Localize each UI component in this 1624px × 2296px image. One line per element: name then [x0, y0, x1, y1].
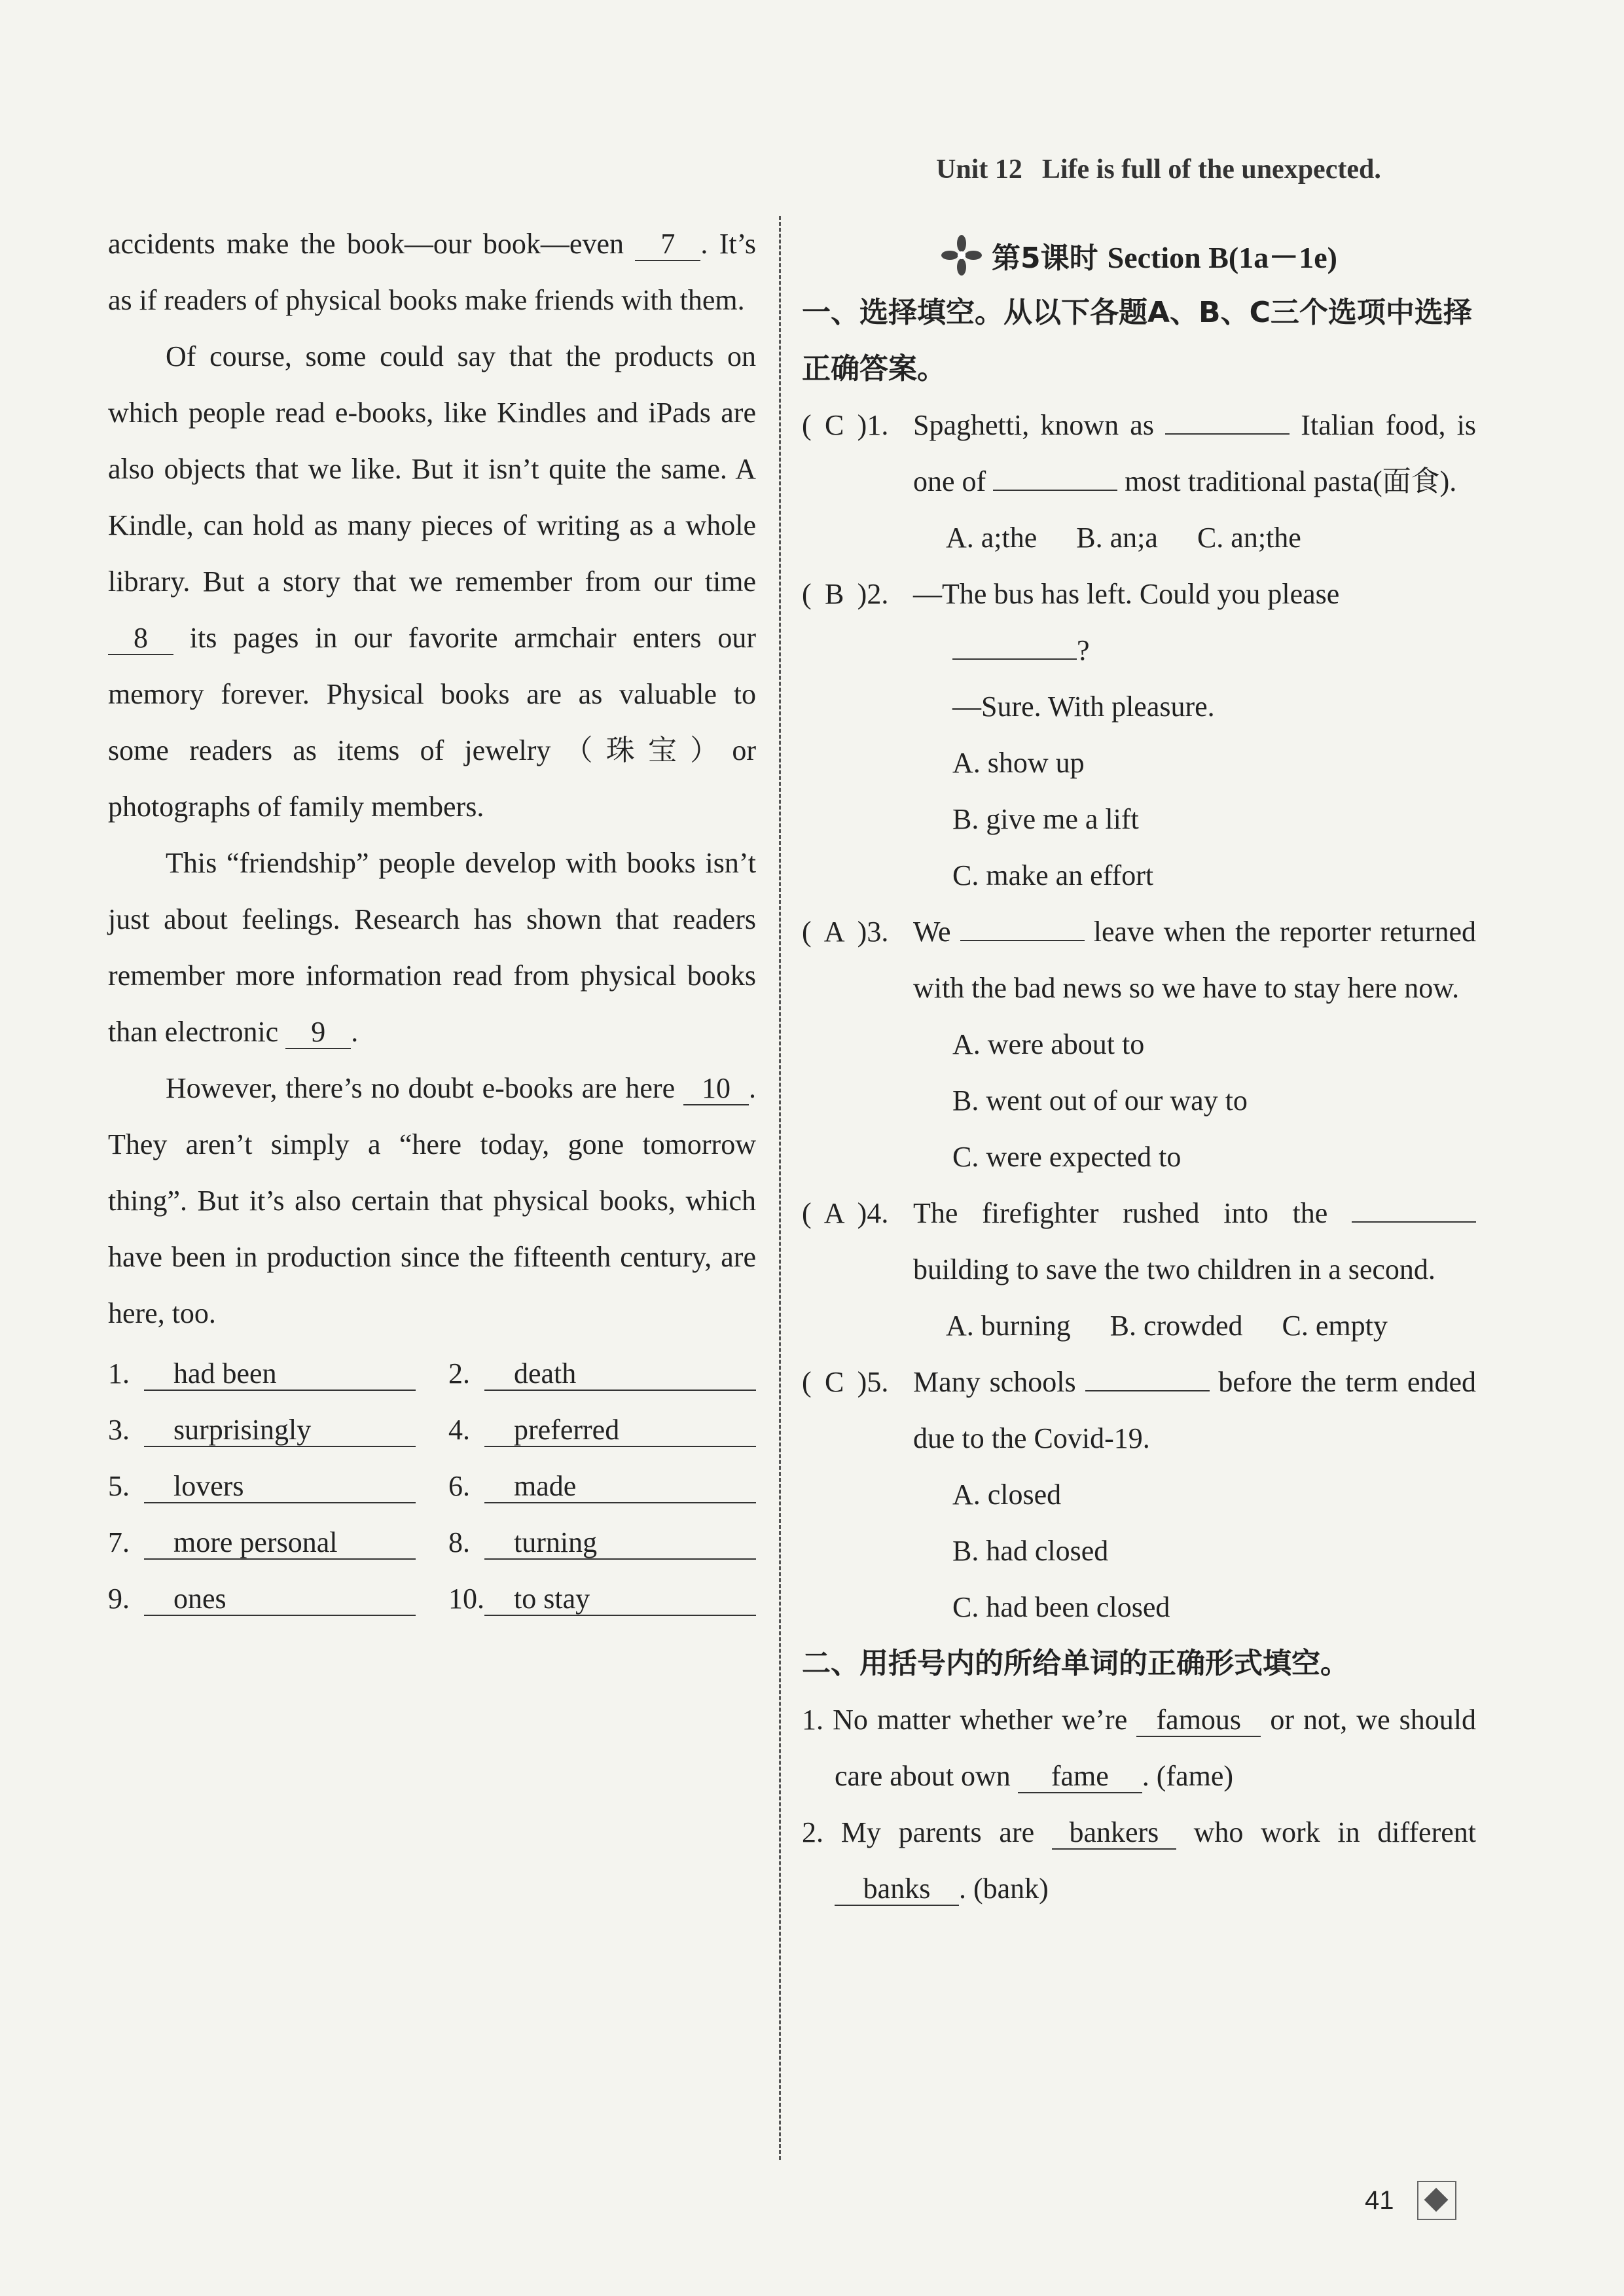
option: A. were about to — [952, 1028, 1145, 1060]
option: B. went out of our way to — [952, 1085, 1248, 1117]
question-2-blank-line: ? — [802, 622, 1476, 679]
answer-item: 10. to stay — [448, 1571, 756, 1627]
paragraph-4: However, there’s no doubt e-books are here 10 . They aren’t simply a “here today, gone tomorrow thing”. But it’s also certain that physical books, which have been in production since the fifteenth century, are here, too. — [108, 1072, 756, 1329]
option: A. closed — [952, 1479, 1062, 1511]
question-4: ( A )4. The firefighter rushed into the building to save the two children in a second. — [802, 1185, 1476, 1298]
answer-item: 7. more personal — [108, 1515, 416, 1571]
lesson-section: Section B(1a－1e) — [1107, 241, 1337, 274]
answer-choice: A — [823, 1197, 845, 1229]
option: C. make an effort — [952, 859, 1154, 891]
lesson-title — [802, 226, 1476, 285]
blank-10: 10 — [683, 1073, 749, 1105]
answer-item: 6. made — [448, 1458, 756, 1515]
answer-choice: A — [823, 916, 845, 948]
option: C. had been closed — [952, 1591, 1170, 1623]
answer-choice: C — [824, 1366, 844, 1398]
fill-question-1: 1. No matter whether we’re famous or not, we should care about own fame . (fame) — [802, 1692, 1476, 1804]
fill-question-2: 2. My parents are bankers who work in different banks . (bank) — [802, 1804, 1476, 1917]
answer-blank — [993, 490, 1117, 491]
running-header — [936, 154, 1381, 185]
unit-label: Unit 12 — [936, 154, 1022, 185]
answer-item: 3. surprisingly — [108, 1402, 416, 1458]
question-2-reply: —Sure. With pleasure. — [952, 691, 1215, 723]
answer-key — [108, 1346, 756, 1627]
answer-choice: B — [824, 578, 844, 610]
options-row: A. burning B. crowded C. empty — [946, 1310, 1388, 1342]
answer-blank — [960, 940, 1085, 941]
options-row: A. a;the B. an;a C. an;the — [946, 522, 1301, 554]
exercise-column — [802, 226, 1476, 1917]
answer-blank — [1165, 433, 1290, 435]
answer-blank — [1352, 1221, 1476, 1223]
answer-item: 4. preferred — [448, 1402, 756, 1458]
paragraph-1: accidents make the book—our book—even 7 . It’s as if readers of physical books make friends with them. — [108, 228, 757, 316]
question-2: ( B )2. —The bus has left. Could you please — [802, 566, 1476, 622]
part-1-heading: 一、选择填空。从以下各题A、B、C三个选项中选择正确答案。 — [802, 296, 1472, 386]
answer-blank — [952, 658, 1077, 660]
question-5: ( C )5. Many schools before the term ended due to the Covid-19. — [802, 1354, 1476, 1467]
answer-blank: famous — [1136, 1704, 1261, 1737]
blank-9: 9 — [285, 1016, 351, 1049]
question-3: ( A )3. We leave when the reporter returned with the bad news so we have to stay here now. — [802, 904, 1476, 1016]
column-divider — [779, 216, 781, 2160]
blank-7: 7 — [635, 228, 700, 261]
paragraph-3: This “friendship” people develop with books isn’t just about feelings. Research has shown that readers remember more information read from physical books than electronic 9 . — [108, 835, 756, 1060]
question-1: ( C )1. Spaghetti, known as Italian food, is one of most traditional pasta(面食). — [802, 397, 1476, 510]
option: B. give me a lift — [952, 803, 1139, 835]
page-number: 41 — [1365, 2186, 1394, 2215]
answer-item: 1. had been — [108, 1346, 416, 1402]
option: A. show up — [952, 747, 1085, 779]
reading-passage — [108, 216, 756, 1627]
part-2-heading: 二、用括号内的所给单词的正确形式填空。 — [802, 1647, 1349, 1680]
answer-blank: banks — [835, 1873, 959, 1906]
unit-title: Life is full of the unexpected. — [1041, 154, 1381, 185]
answer-item: 2. death — [448, 1346, 756, 1402]
answer-blank: fame — [1018, 1761, 1142, 1793]
flower-icon — [941, 234, 983, 276]
answer-choice: C — [824, 409, 844, 441]
diamond-icon — [1417, 2181, 1456, 2220]
blank-8: 8 — [108, 622, 173, 655]
option: C. were expected to — [952, 1141, 1182, 1173]
lesson-number: 第5课时 — [992, 242, 1098, 275]
answer-blank: bankers — [1052, 1817, 1176, 1850]
answer-item: 8. turning — [448, 1515, 756, 1571]
option: B. had closed — [952, 1535, 1109, 1567]
paragraph-2: Of course, some could say that the products on which people read e-books, like Kindles and iPads are also objects that we like. But it isn’t quite the same. A Kindle, can hold as many pieces of writing as a whole library. But a story that we remember from our time 8 its pages in our favorite armchair enters our memory forever. Physical books are as valuable to some readers as items of jewelry（珠宝）or photographs of family members. — [108, 340, 756, 823]
answer-item: 5. lovers — [108, 1458, 416, 1515]
answer-item: 9. ones — [108, 1571, 416, 1627]
answer-blank — [1085, 1390, 1210, 1391]
